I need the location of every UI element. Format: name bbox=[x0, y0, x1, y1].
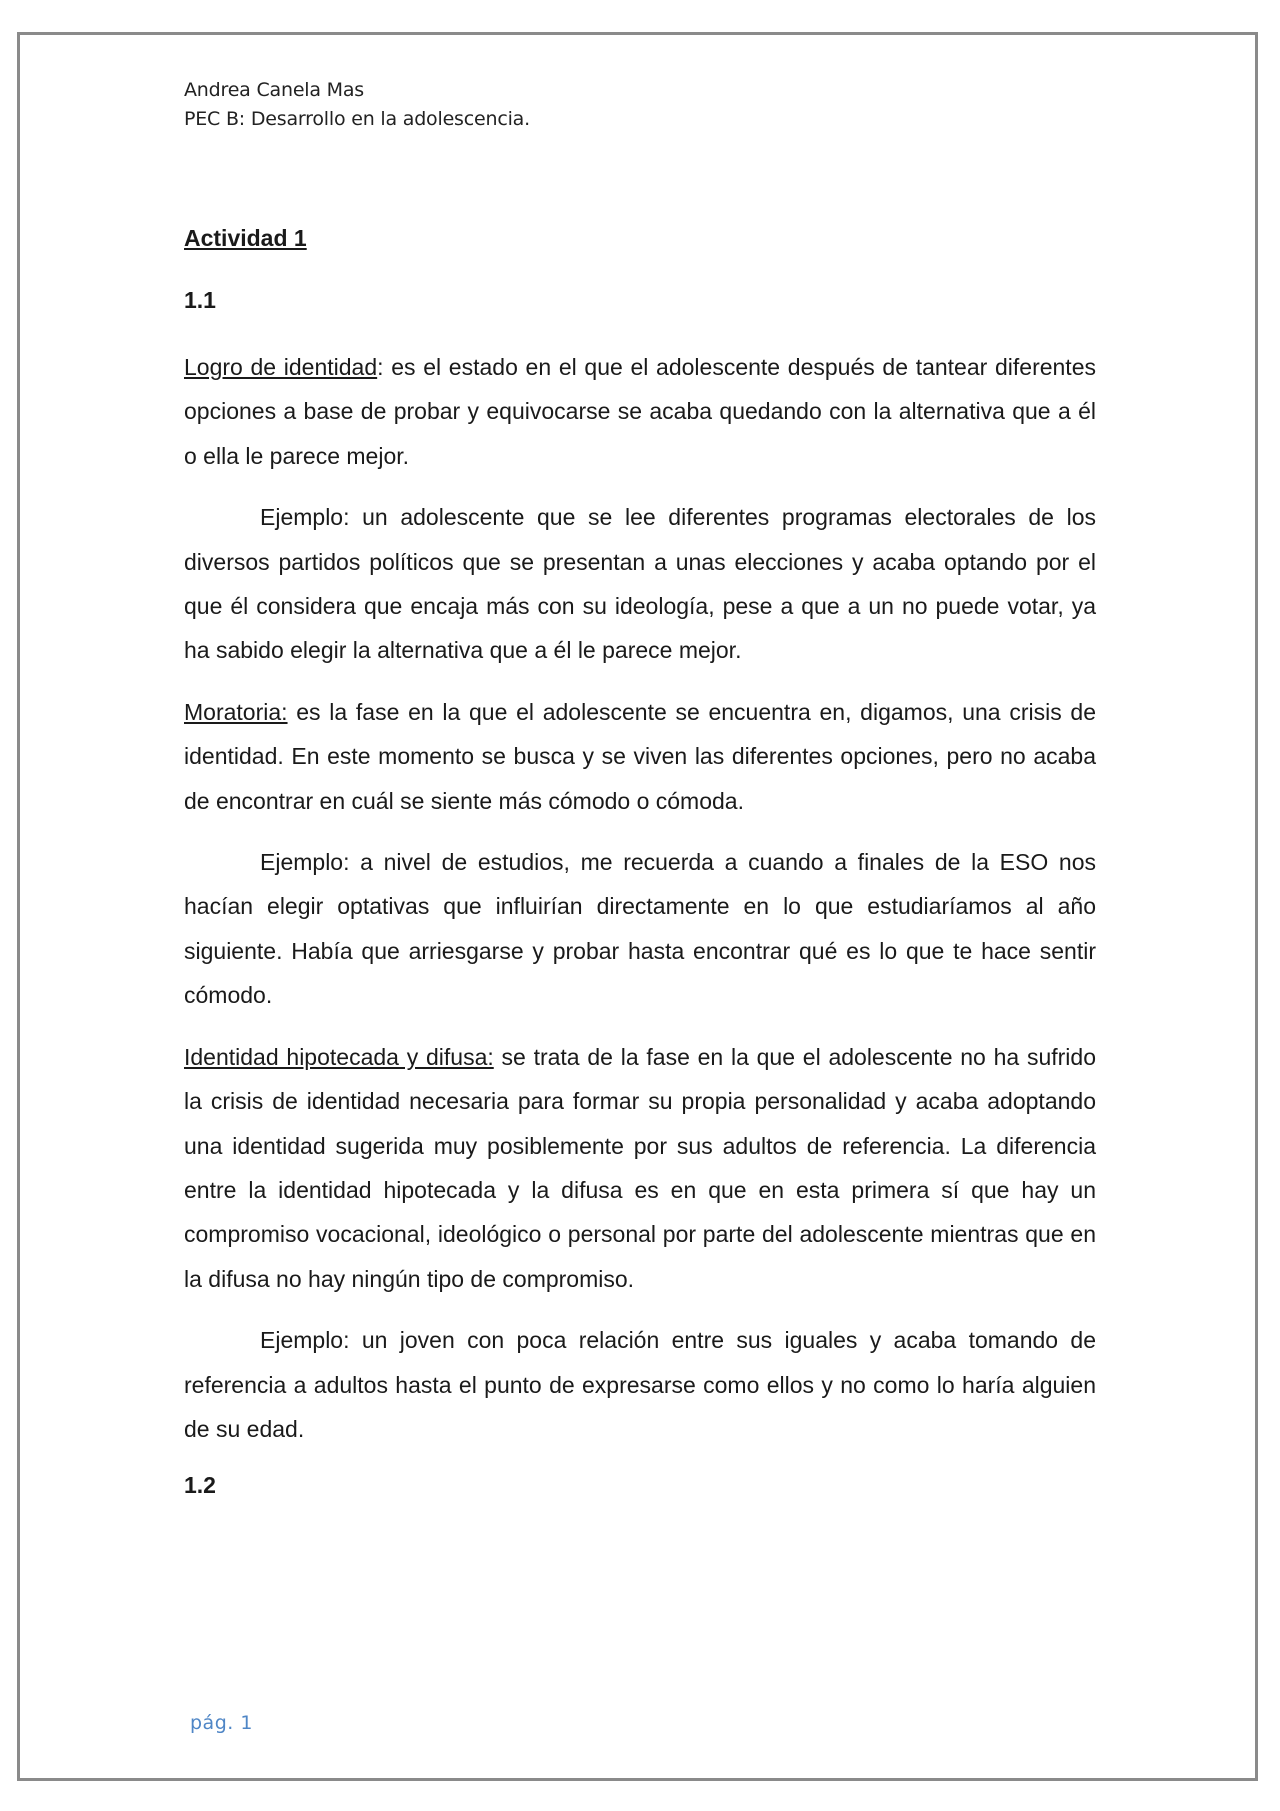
paragraph-text: : es el estado en el que el adolescente después de tantear diferentes opciones a base de probar y equivocarse se acaba quedando con la alternativa que a él o ella le parece mejor. bbox=[184, 354, 1096, 469]
term-moratoria: Moratoria: bbox=[184, 698, 288, 725]
paragraph-example-3 bbox=[184, 1318, 1096, 1451]
paragraph-text: se trata de la fase en la que el adolescente no ha sufrido la crisis de identidad necesaria para formar su propia personalidad y acaba adoptando una identidad sugerida muy posiblemente por sus adultos de referencia. La diferencia entre la identidad hipotecada y la difusa es en que en esta primera sí que hay un compromiso vocacional, ideológico o personal por parte del adolescente mientras que en la difusa no hay ningún tipo de compromiso. bbox=[184, 1043, 1096, 1292]
paragraph-identidad-hipotecada bbox=[184, 1035, 1096, 1301]
page-header bbox=[184, 76, 530, 134]
term-identidad-hipotecada: Identidad hipotecada y difusa: bbox=[184, 1043, 494, 1070]
paragraph-logro-de-identidad bbox=[184, 345, 1096, 478]
paragraph-moratoria bbox=[184, 690, 1096, 823]
page-number: pág. 1 bbox=[190, 1712, 253, 1734]
section-heading-1-2: 1.2 bbox=[184, 1472, 216, 1499]
paragraph-text: Ejemplo: a nivel de estudios, me recuerda a cuando a finales de la ESO nos hacían elegir optativas que influirían directamente en lo que estudiaríamos al año siguiente. Había que arriesgarse y probar hasta encontrar qué es lo que te hace sentir cómodo. bbox=[184, 849, 1096, 1009]
term-logro-de-identidad: Logro de identidad bbox=[184, 354, 378, 380]
paragraph-example-2 bbox=[184, 840, 1096, 1018]
paragraph-text: es la fase en la que el adolescente se encuentra en, digamos, una crisis de identidad. En este momento se busca y se viven las diferentes opciones, pero no acaba de encontrar en cuál se siente más cómodo o cómoda. bbox=[184, 698, 1096, 814]
paragraph-text: Ejemplo: un adolescente que se lee diferentes programas electorales de los diversos partidos políticos que se presentan a unas elecciones y acaba optando por el que él considera que encaja más con su ideología, pese a que a un no puede votar, ya ha sabido elegir la alternativa que a él le parece mejor. bbox=[184, 504, 1096, 664]
document-body bbox=[184, 221, 1096, 1502]
header-author: Andrea Canela Mas bbox=[184, 79, 365, 101]
header-course: PEC B: Desarrollo en la adolescencia. bbox=[184, 108, 530, 130]
paragraph-example-1 bbox=[184, 495, 1096, 673]
paragraph-text: Ejemplo: un joven con poca relación entre sus iguales y acaba tomando de referencia a adultos hasta el punto de expresarse como ellos y no como lo haría alguien de su edad. bbox=[184, 1327, 1096, 1442]
section-heading-1-1: 1.1 bbox=[184, 287, 216, 313]
activity-title: Actividad 1 bbox=[184, 225, 307, 251]
